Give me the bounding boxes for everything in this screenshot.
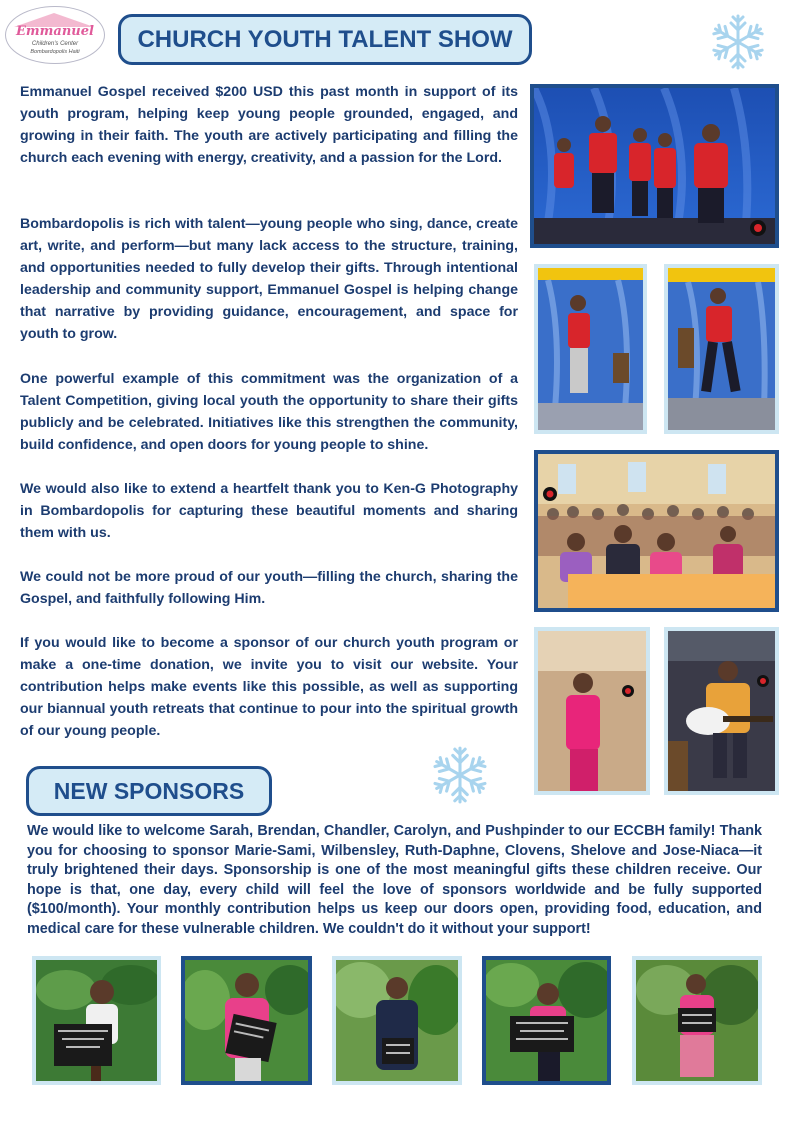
logo bbox=[5, 6, 105, 64]
paragraph-6: If you would like to become a sponsor of our church youth program or make a one-time donation, we invite you to visit our website. Your contribution helps make events like this possible, as well as supporting our biannual youth retreats that continue to pour into the spiritual growth of our young people. bbox=[20, 635, 518, 739]
photo-child-3 bbox=[332, 956, 462, 1085]
paragraph-2: Bombardopolis is rich with talent—young people who sing, dance, create art, write, and perform—but many lack access to the structure, training, and opportunities needed to fully develop their gifts. Through intentional leadership and community support, Emmanuel Gospel is helping change that narrative by providing guidance, encouragement, and space for youth to grow. bbox=[20, 216, 518, 342]
page-title: CHURCH YOUTH TALENT SHOW bbox=[118, 14, 532, 65]
photo-singer-on-stage bbox=[664, 264, 779, 434]
logo-line-1: Children's Center bbox=[31, 41, 79, 47]
photo-guitar-player bbox=[664, 627, 779, 795]
paragraph-4: We would also like to extend a heartfelt thank you to Ken-G Photography in Bombardopolis for capturing these beautiful moments and sharing them with us. bbox=[20, 481, 518, 541]
snowflake-icon bbox=[708, 12, 768, 72]
snowflake-icon bbox=[429, 744, 491, 806]
photo-child-5 bbox=[632, 956, 762, 1085]
photo-woman-microphone bbox=[534, 627, 650, 795]
photo-judges-table bbox=[534, 450, 779, 612]
photo-child-4 bbox=[482, 956, 611, 1085]
photo-youth-group-stage bbox=[530, 84, 779, 248]
paragraph-3: One powerful example of this commitment was the organization of a Talent Competition, giving local youth the opportunity to share their gifts publicly and be celebrated. Initiatives like this strengthen the community, build confidence, and open doors for young people to shine. bbox=[20, 371, 518, 453]
paragraph-5: We could not be more proud of our youth—filling the church, sharing the Gospel, and faithfully following Him. bbox=[20, 569, 518, 607]
logo-line-2: Bombardopolis Haiti bbox=[30, 49, 80, 55]
logo-name: Emmanuel bbox=[16, 24, 94, 39]
photo-boy-on-stage bbox=[534, 264, 647, 434]
photo-child-1 bbox=[32, 956, 161, 1085]
new-sponsors-heading: NEW SPONSORS bbox=[26, 766, 272, 816]
sponsors-paragraph: We would like to welcome Sarah, Brendan, Chandler, Carolyn, and Pushpinder to our ECCBH family! Thank you for choosing to sponsor Marie-Sami, Wilbensley, Ruth-Daphne, Clovens, Shelove and Jose-Niaca—it truly brightened their days. Sponsorship is one of the most meaningful gifts these children receive. Our hope is that, one day, every child will feel the love of sponsors worldwide and be fully supported ($100/month). Your monthly contribution helps us keep our doors open, providing food, education, and medical care for these vulnerable children. We couldn't do it without your support! bbox=[27, 823, 762, 937]
paragraph-1: Emmanuel Gospel received $200 USD this past month in support of its youth program, helping keep young people grounded, engaged, and growing in their faith. The youth are actively participating and filling the church each evening with energy, creativity, and a passion for the Lord. bbox=[20, 84, 518, 166]
photo-child-2 bbox=[181, 956, 312, 1085]
